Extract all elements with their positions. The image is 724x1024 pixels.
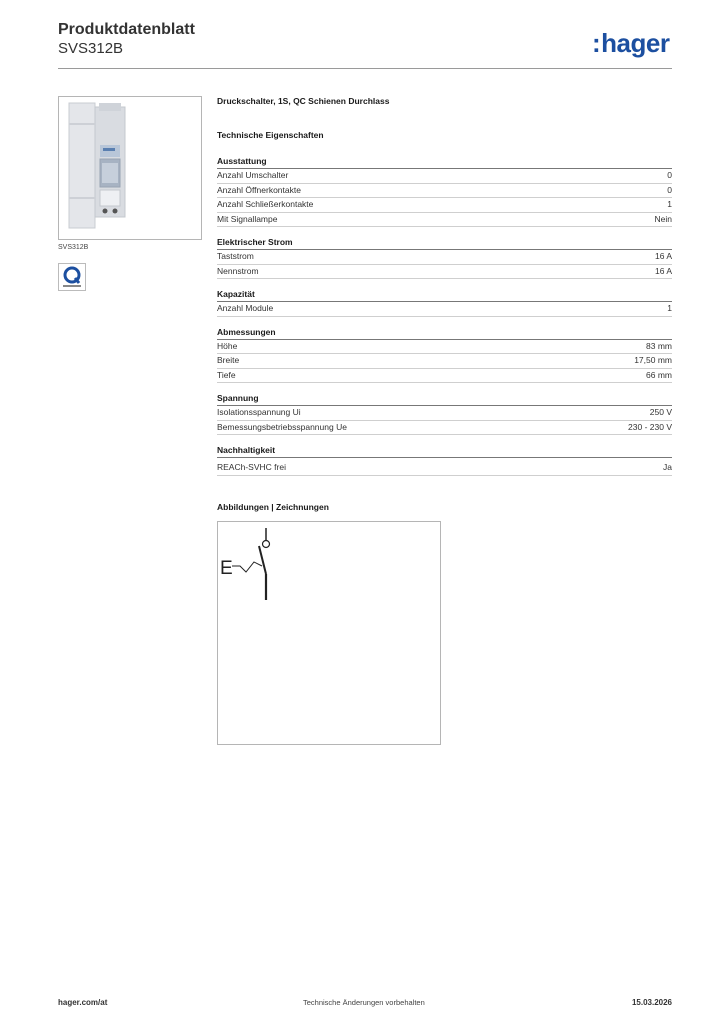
spec-value: 0 — [667, 184, 672, 195]
section-abmessungen — [217, 326, 672, 384]
quality-q-icon — [59, 264, 85, 290]
spec-value: 250 V — [649, 407, 672, 417]
section-spannung — [217, 392, 672, 435]
product-description: Druckschalter, 1S, QC Schienen Durchlass — [217, 96, 390, 106]
images-heading: Abbildungen | Zeichnungen — [217, 502, 329, 512]
spec-row — [217, 184, 672, 199]
spec-label: Anzahl Schließerkontakte — [217, 199, 314, 209]
product-image — [58, 96, 202, 240]
hager-logo[interactable] — [592, 28, 669, 59]
spec-label: Isolationsspannung Ui — [217, 407, 301, 417]
spec-label: Anzahl Umschalter — [217, 170, 289, 180]
section-title: Ausstattung — [217, 155, 672, 169]
spec-row — [217, 461, 672, 476]
spec-value: 17,50 mm — [634, 355, 672, 365]
spec-row — [217, 369, 672, 384]
spec-row — [217, 406, 672, 421]
logo-dots-icon: : — [592, 28, 601, 58]
tech-properties-heading: Technische Eigenschaften — [217, 130, 324, 140]
section-title: Elektrischer Strom — [217, 236, 672, 250]
spec-row — [217, 198, 672, 213]
section-title: Spannung — [217, 392, 672, 406]
spec-value: Ja — [663, 462, 672, 472]
quality-badge — [58, 263, 86, 291]
symbol-letter: E — [220, 558, 233, 579]
spec-label: Tiefe — [217, 369, 236, 380]
section-kapazitaet — [217, 288, 672, 317]
footer-website-link[interactable]: hager.com/at — [58, 998, 108, 1007]
spec-content — [217, 95, 672, 476]
header-divider — [58, 68, 672, 69]
spec-value: 0 — [667, 170, 672, 180]
spec-label: Mit Signallampe — [217, 213, 278, 224]
spec-row — [217, 340, 672, 355]
spec-label: Anzahl Module — [217, 303, 274, 313]
spec-label: Nennstrom — [217, 265, 259, 276]
section-title: Nachhaltigkeit — [217, 444, 672, 458]
page-title: Produktdatenblatt — [58, 21, 195, 38]
spec-value: 16 A — [654, 265, 672, 276]
spec-label: REACh-SVHC frei — [217, 462, 286, 472]
spec-label: Höhe — [217, 340, 238, 351]
push-button-switch-symbol-icon — [218, 522, 440, 744]
spec-value: 66 mm — [646, 369, 672, 380]
spec-row — [217, 302, 672, 317]
logo-text: hager — [601, 28, 670, 58]
spec-row — [217, 265, 672, 280]
spec-row — [217, 213, 672, 228]
spec-label: Bemessungsbetriebsspannung Ue — [217, 421, 347, 432]
spec-value: 230 - 230 V — [628, 421, 672, 432]
spec-row — [217, 354, 672, 369]
spec-label: Anzahl Öffnerkontakte — [217, 184, 301, 195]
section-ausstattung — [217, 155, 672, 227]
spec-value: 1 — [667, 199, 672, 209]
spec-label: Taststrom — [217, 251, 254, 261]
product-code: SVS312B — [58, 40, 124, 57]
circuit-drawing — [217, 521, 441, 745]
image-caption: SVS312B — [58, 244, 89, 251]
section-elektrischer-strom — [217, 236, 672, 279]
spec-row — [217, 421, 672, 436]
footer-date: 15.03.2026 — [631, 998, 672, 1007]
footer-disclaimer: Technische Änderungen vorbehalten — [303, 998, 425, 1007]
spec-row — [217, 169, 672, 184]
section-nachhaltigkeit — [217, 444, 672, 476]
section-title: Kapazität — [217, 288, 672, 302]
spec-value: 16 A — [654, 251, 672, 261]
spec-value: 1 — [667, 303, 672, 313]
push-switch-device-icon — [59, 97, 201, 239]
spec-row — [217, 250, 672, 265]
spec-label: Breite — [217, 355, 240, 365]
spec-value: Nein — [654, 213, 672, 224]
section-title: Abmessungen — [217, 326, 672, 340]
spec-value: 83 mm — [646, 340, 672, 351]
